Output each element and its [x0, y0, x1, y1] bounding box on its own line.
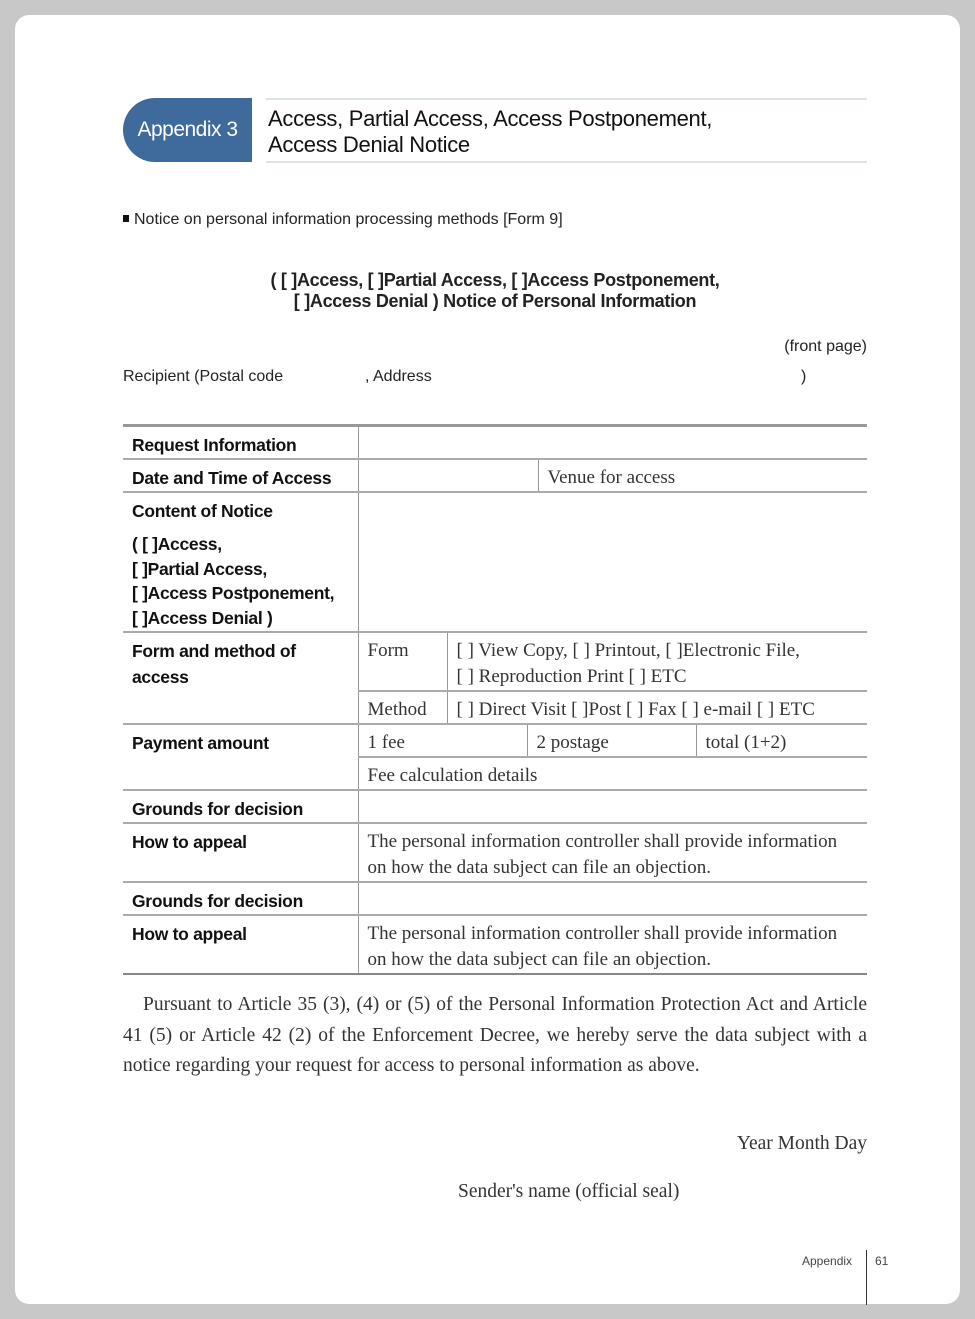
form-title: ( [ ]Access, [ ]Partial Access, [ ]Access Postponement, [ ]Access Denial ) Notice of Personal Information [270, 270, 720, 311]
method-label: Method [358, 691, 447, 724]
legal-paragraph: Pursuant to Article 35 (3), (4) or (5) of the Personal Information Protection Act and Article 41 (5) or Article 42 (2) of the Enforcement Decree, we hereby serve the data subject with a notice regarding your request for access to personal information as above. [123, 994, 867, 1076]
content-notice-field[interactable] [358, 492, 867, 632]
date-time-label: Date and Time of Access [123, 459, 358, 492]
fee-details-field[interactable]: Fee calculation details [358, 757, 867, 790]
footer-divider [866, 1250, 867, 1305]
notice-form-table [123, 424, 867, 975]
postage-field[interactable]: 2 postage [527, 724, 696, 757]
divider [266, 161, 867, 163]
grounds-label: Grounds for decision [123, 882, 358, 915]
grounds-field[interactable] [358, 790, 867, 823]
form-label: Form [358, 632, 447, 691]
appendix-badge: Appendix 3 [123, 98, 252, 162]
divider [266, 98, 867, 100]
appeal-text: The personal information controller shall provide information on how the data subject can file an objection. [358, 823, 867, 882]
date-line: Year Month Day [736, 1133, 867, 1154]
recipient-label: Recipient (Postal code [123, 368, 284, 385]
fee-field[interactable]: 1 fee [358, 724, 527, 757]
bullet-icon [123, 215, 129, 222]
address-label: , Address [365, 368, 432, 385]
appeal-label: How to appeal [123, 915, 358, 974]
payment-label: Payment amount [123, 724, 358, 790]
recipient-close: ) [801, 368, 807, 385]
grounds-field[interactable] [358, 882, 867, 915]
appeal-text: The personal information controller shall provide information on how the data subject can file an objection. [358, 915, 867, 974]
venue-field[interactable]: Venue for access [538, 459, 867, 492]
sender-signature-line: Sender's name (official seal) [458, 1181, 680, 1202]
content-notice-label: Content of Notice ( [ ]Access, [ ]Partial Access, [ ]Access Postponement, [ ]Access Denial ) [123, 492, 358, 632]
front-page-label: (front page) [784, 338, 867, 355]
page-title: Access, Partial Access, Access Postponement, Access Denial Notice [268, 106, 713, 157]
page-number: 61 [875, 1254, 889, 1268]
date-time-field[interactable] [358, 459, 538, 492]
form-options[interactable]: [ ] View Copy, [ ] Printout, [ ]Electronic File, [ ] Reproduction Print [ ] ETC [447, 632, 867, 691]
total-field[interactable]: total (1+2) [696, 724, 867, 757]
method-options[interactable]: [ ] Direct Visit [ ]Post [ ] Fax [ ] e-mail [ ] ETC [447, 691, 867, 724]
request-info-field[interactable] [358, 426, 867, 460]
appeal-label: How to appeal [123, 823, 358, 882]
request-info-label: Request Information [123, 426, 358, 460]
section-subtitle: Notice on personal information processing methods [Form 9] [123, 211, 563, 229]
form-method-label: Form and method of access [123, 632, 358, 724]
grounds-label: Grounds for decision [123, 790, 358, 823]
footer-section: Appendix [802, 1254, 853, 1268]
